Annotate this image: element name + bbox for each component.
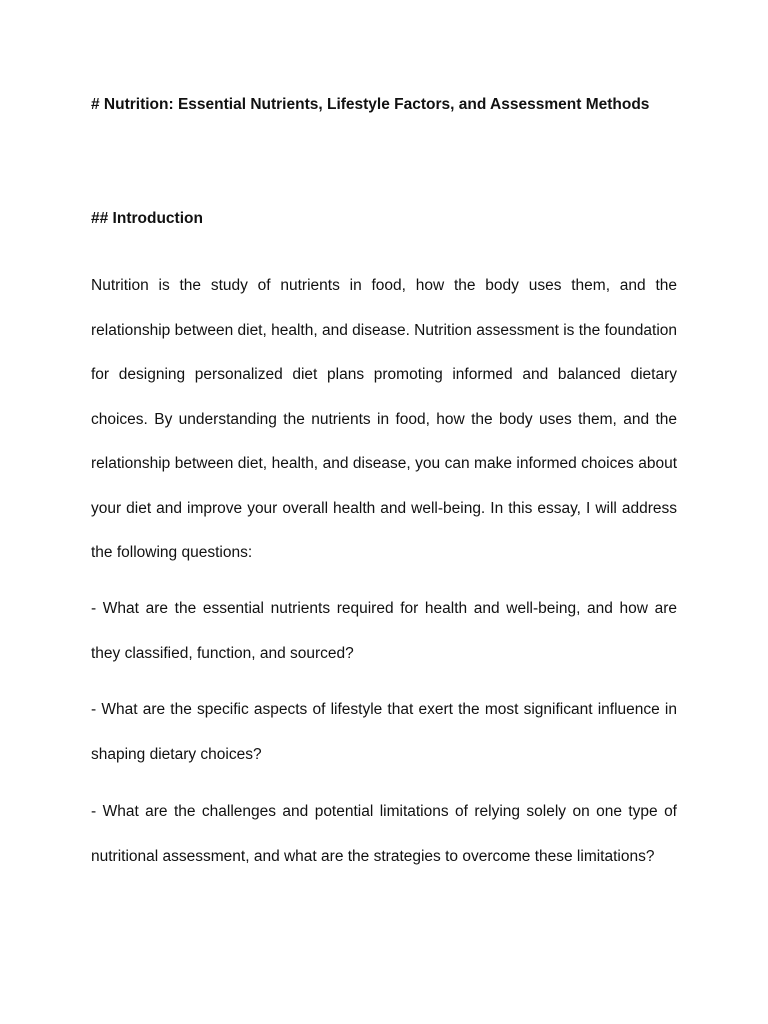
question-item-2: - What are the specific aspects of lifestyle that exert the most significant influence in shaping dietary choices? bbox=[91, 701, 677, 763]
document-title: # Nutrition: Essential Nutrients, Lifestyle Factors, and Assessment Methods bbox=[91, 96, 650, 113]
question-item-3: - What are the challenges and potential limitations of relying solely on one type of nutritional assessment, and what are the strategies to overcome these limitations? bbox=[91, 803, 677, 865]
introduction-paragraph: Nutrition is the study of nutrients in food, how the body uses them, and the relationship between diet, health, and disease. Nutrition assessment is the foundation for designing personalized diet plans promoting informed and balanced dietary choices. By understanding the nutrients in food, how the body uses them, and the relationship between diet, health, and disease, you can make informed choices about your diet and improve your overall health and well-being. In this essay, I will address the following questions: bbox=[91, 277, 677, 561]
question-item-1: - What are the essential nutrients required for health and well-being, and how are they classified, function, and sourced? bbox=[91, 600, 677, 662]
section-heading-introduction: ## Introduction bbox=[91, 210, 203, 227]
